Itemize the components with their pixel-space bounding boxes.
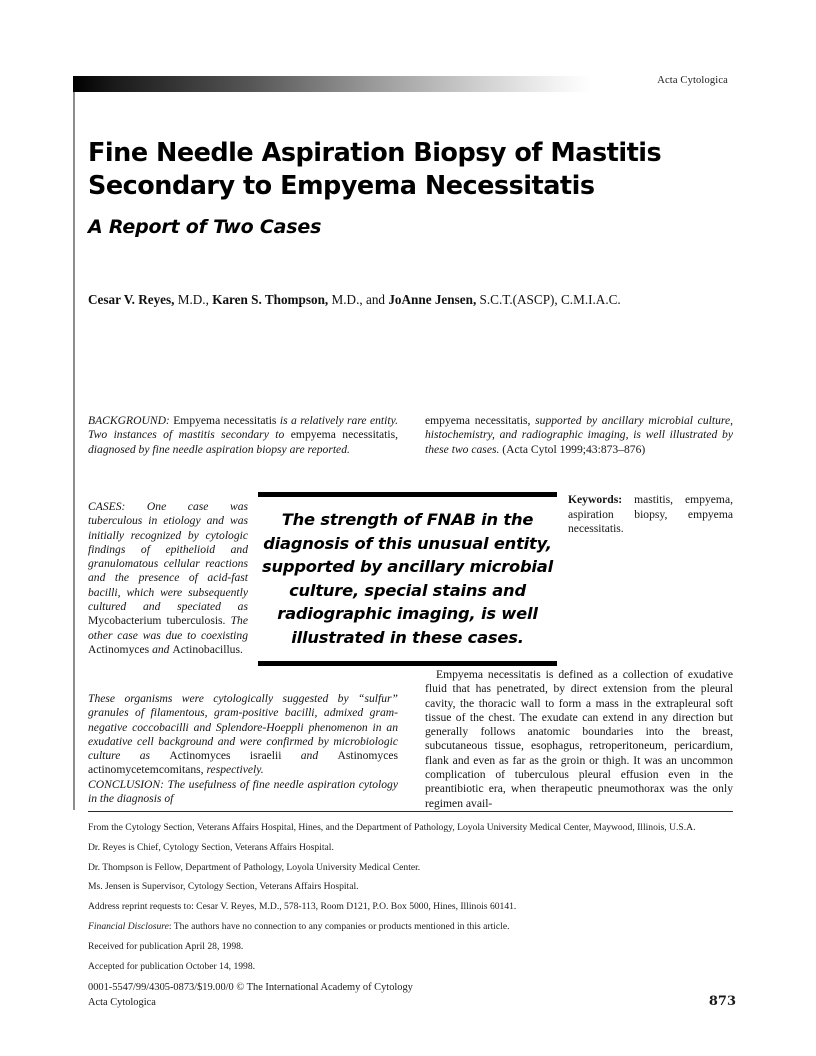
pull-quote-line-3: supported by ancillary microbial [262, 557, 553, 577]
abstract-cases-continued [88, 692, 398, 806]
pull-quote-line-2: diagnosis of this unusual entity, [263, 533, 552, 553]
footnote-reprint-address: Address reprint requests to: Cesar V. Reyes, M.D., 578-113, Room D121, P.O. Box 5000, Hines, Illinois 60141. [88, 901, 517, 913]
footer-issn-line: 0001-5547/99/4305-0873/$19.00/0 © The International Academy of Cytology [88, 982, 413, 993]
abstract-cases [88, 500, 248, 657]
abstract-cases-roman-2: Actinomyces [88, 642, 150, 656]
author-3-name: JoAnne Jensen, [388, 292, 477, 307]
abstract-conclusion-italic-2: supported by ancillary microbial culture, histochemistry, and radiographic imaging, is well illustrated by these two cases. [425, 414, 733, 456]
pull-quote-rule-bottom [258, 661, 557, 666]
abstract-background-roman-2: empyema necessitatis, [290, 428, 399, 442]
title-line-2: Secondary to Empyema Necessitatis [88, 171, 595, 201]
page-footer [88, 981, 736, 1011]
keywords-label: Keywords: [568, 493, 623, 506]
abstract-cases-roman-4: Actinomyces israelii [169, 749, 282, 763]
pull-quote-line-5: radiographic imaging, is well [277, 604, 538, 624]
abstract-background-italic-1: is a relatively rare entity. Two instances of mastitis secondary to [88, 414, 398, 442]
footnote-thompson: Dr. Thompson is Fellow, Department of Pathology, Loyola University Medical Center. [88, 861, 421, 873]
author-1-degree: M.D., [174, 292, 213, 307]
author-2-name: Karen S. Thompson, [212, 292, 329, 307]
keywords-and-intro [568, 493, 733, 537]
pull-quote [258, 492, 557, 666]
page-subtitle: A Report of Two Cases [88, 216, 322, 238]
abstract-cases-label: CASES: [88, 500, 126, 513]
author-list [88, 291, 733, 310]
footnote-affiliation: From the Cytology Section, Veterans Affairs Hospital, Hines, and the Department of Pathology, Loyola University Medical Center, Maywood, Illinois, U.S.A. [88, 822, 696, 833]
abstract-cases-roman-3: Actinobacillus. [172, 642, 243, 656]
abstract-cases-roman-5: Astinomyces actinomycetemcomitans, [88, 749, 399, 777]
footnote-reyes: Dr. Reyes is Chief, Cytology Section, Veterans Affairs Hospital. [88, 841, 334, 853]
header-journal-name: Acta Cytologica [657, 75, 728, 86]
abstract-conclusion-roman-1: empyema necessitatis, [425, 414, 531, 427]
pull-quote-line-1: The strength of FNAB in the [281, 510, 534, 529]
pull-quote-text [258, 497, 557, 661]
keywords-text: mastitis, empyema, aspiration biopsy, empyema necessitatis. [568, 493, 733, 536]
abstract-cases-italic-2: The other case was due to coexisting [88, 614, 248, 642]
title-line-1: Fine Needle Aspiration Biopsy of Mastitis [88, 138, 662, 168]
abstract-cases-italic-5: and [281, 749, 338, 763]
abstract-background [88, 414, 398, 457]
footnote-received: Received for publication April 28, 1998. [88, 940, 244, 952]
pull-quote-line-6: illustrated in these cases. [291, 627, 524, 647]
footer-bottom-row [88, 995, 736, 1010]
abstract-conclusion-label: CONCLUSION: [88, 777, 165, 791]
abstract-cases-italic-1: One case was tuberculous in etiology and was initially recognized by cytologic findings of epithelioid and granulomatous cellular reactions and the presence of acid-fast bacilli, which were subsequently cultured and speciated as [88, 500, 248, 614]
footnote-financial-disclosure [88, 921, 736, 933]
page-number: 873 [708, 994, 736, 1010]
abstract-cases-italic-6: respectively. [203, 763, 264, 777]
author-3-degree: S.C.T.(ASCP), C.M.I.A.C. [476, 292, 621, 307]
page-title [88, 137, 708, 203]
abstract-cases-italic-3: and [149, 642, 173, 656]
header-gradient-bar [73, 76, 591, 92]
abstract-conclusion-continued [425, 414, 733, 457]
footnote-accepted: Accepted for publication October 14, 1998. [88, 960, 256, 972]
footnote-block [88, 822, 736, 980]
financial-disclosure-label: Financial Disclosure [88, 920, 169, 932]
title-block [88, 137, 708, 240]
abstract-cases-italic-4: These organisms were cytologically suggested by “sulfur” granules of filamentous, gram-positive bacilli, admixed gram-negative coccobacilli and Splendore-Hoeppli phenomenon in an exudative cell background and were confirmed by microbiologic culture as [88, 692, 398, 763]
abstract-background-roman-1: Empyema necessitatis [169, 414, 280, 427]
body-paragraph-1: Empyema necessitatis is defined as a collection of exudative fluid that has penetrated, by direct extension from the pleural cavity, the thoracic wall to form a mass in the extrapleural soft tissue of the chest. The exudate can extend in any direction but generally follows anatomic boundaries into the breast, subcutaneous tissue, esophagus, retroperitoneum, pericardium, flank and even as far as the groin or thigh. It was an uncommon complication of tuberculous pleural effusion even in the preantibiotic era, when therapeutic pneumothorax was the only regimen avail- [425, 668, 733, 810]
abstract-conclusion-italic-1: The usefulness of fine needle aspiration cytology in the diagnosis of [88, 777, 398, 806]
abstract-cases-roman-1: Mycobacterium tuberculosis. [88, 614, 226, 628]
footer-journal-name: Acta Cytologica [88, 997, 156, 1009]
abstract-citation: (Acta Cytol 1999;43:873–876) [502, 442, 646, 456]
footnote-divider [88, 811, 733, 812]
abstract-background-italic-2: diagnosed by fine needle aspiration biopsy are reported. [88, 442, 350, 456]
author-2-degree: M.D., and [328, 292, 389, 307]
footnote-jensen: Ms. Jensen is Supervisor, Cytology Section, Veterans Affairs Hospital. [88, 881, 359, 893]
pull-quote-line-4: culture, special stains and [289, 580, 526, 600]
left-margin-vertical-rule [73, 92, 75, 810]
abstract-background-label: BACKGROUND: [88, 414, 170, 427]
financial-disclosure-text: : The authors have no connection to any companies or products mentioned in this article. [168, 920, 510, 932]
author-1-name: Cesar V. Reyes, [88, 292, 175, 307]
